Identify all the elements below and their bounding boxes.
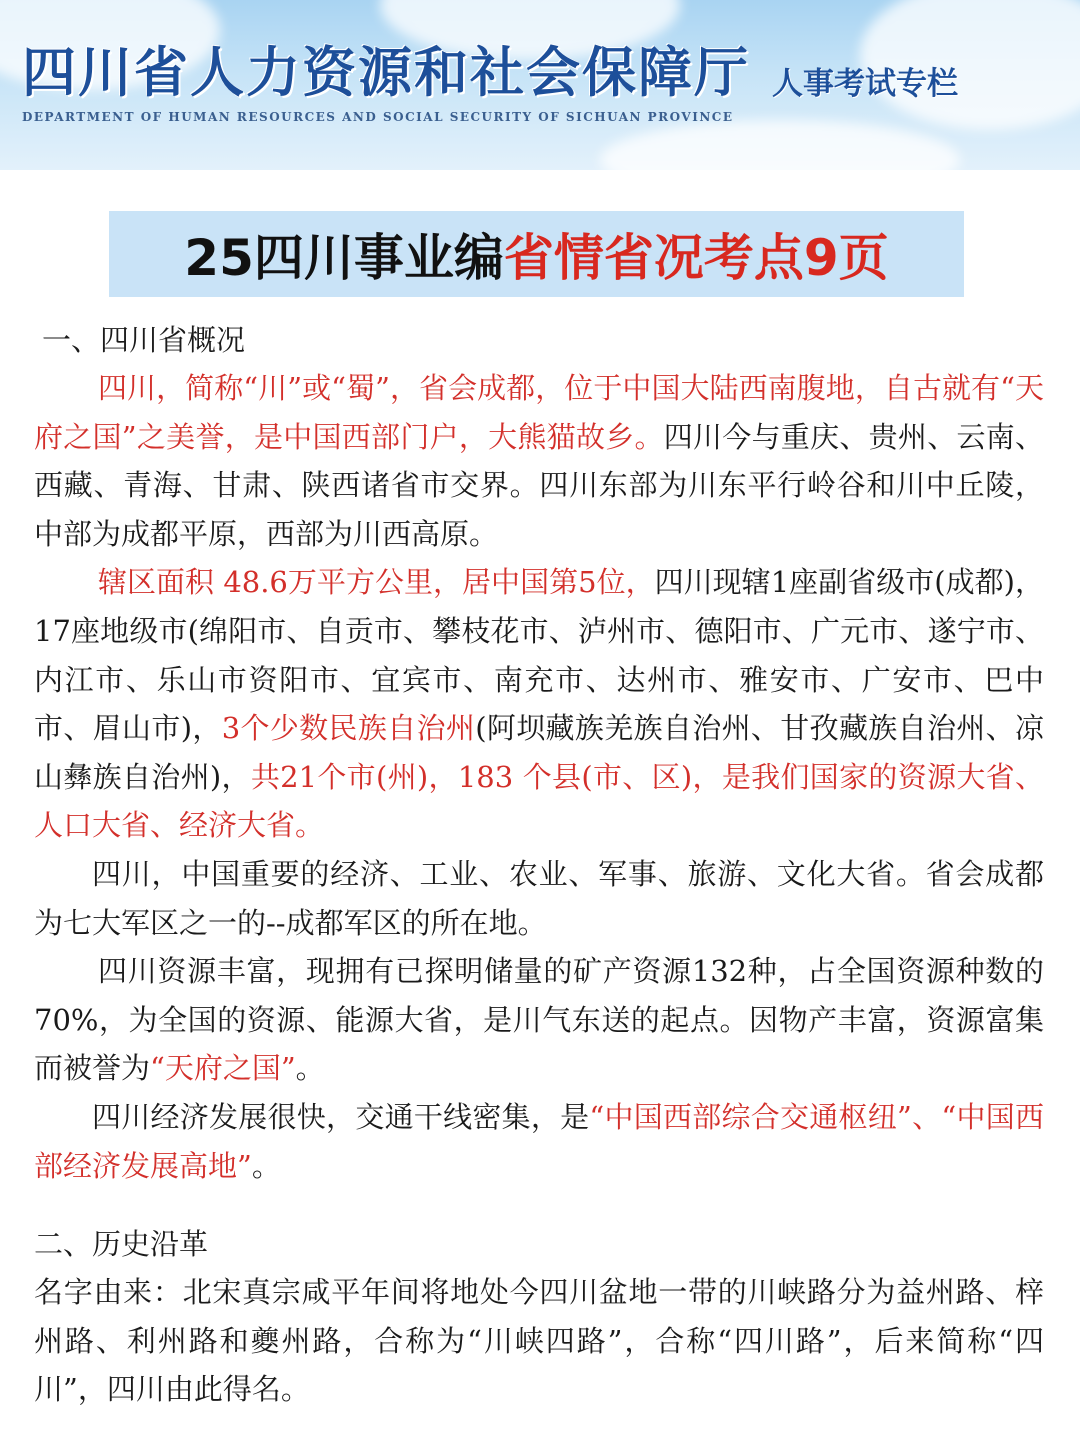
paragraph-resources-highlight: “天府之国” [150,1051,296,1086]
section-spacer [34,1190,1044,1220]
cloud-decoration [600,120,960,170]
paragraph-transport-end: 。 [251,1148,281,1183]
paragraph-resources [34,947,1044,1093]
paragraph-area-text-1: 四川现辖1座副省级市(成都)，17座地级市(绵阳市、自贡市、攀枝花市、泸州市、德阳市、广元市、遂宁市、内江市、乐山市资阳市、宜宾市、南充市、达州市、雅安市、广安市、巴中市、眉山市)， [34,565,1044,746]
paragraph-area [34,558,1044,850]
paragraph-intro-text: 四川今与重庆、贵州、云南、西藏、青海、甘肃、陕西诸省市交界。四川东部为川东平行岭谷和川中丘陵，中部为成都平原，西部为川西高原。 [34,419,1044,551]
department-subtitle: DEPARTMENT OF HUMAN RESOURCES AND SOCIAL SECURITY OF SICHUAN PROVINCE [22,110,734,124]
paragraph-area-highlight-1: 辖区面积 48.6万平方公里，居中国第5位， [98,565,655,600]
paragraph-resources-end: 。 [295,1051,325,1086]
paragraph-area-highlight-3: 共21个市(州)，183 个县(市、区)，是我们国家的资源大省、人口大省、经济大省。 [34,759,1044,843]
paragraph-intro-highlight: 四川，简称“川”或“蜀”，省会成都，位于中国大陆西南腹地，自古就有“天府之国”之美誉，是中国西部门户，大熊猫故乡。 [34,371,1044,454]
exam-column-label: 人事考试专栏 [772,66,958,102]
department-title: 四川省人力资源和社会保障厅 [22,41,750,104]
paragraph-area-text-2: (阿坝藏族羌族自治州、甘孜藏族自治州、凉山彝族自治州)， [34,711,1044,794]
article-body [34,316,1044,1414]
paragraph-transport-highlight: “中国西部综合交通枢纽”、“中国西部经济发展高地” [34,1099,1044,1183]
paragraph-economy: 四川，中国重要的经济、工业、农业、军事、旅游、文化大省。省会成都为七大军区之一的--成都军区的所在地。 [34,856,1044,940]
paragraph-transport-text: 四川经济发展很快，交通干线密集，是 [92,1099,590,1134]
paragraph-name-origin: 名字由来：北宋真宗咸平年间将地处今四川盆地一带的川峡路分为益州路、梓州路、利州路和夔州路，合称为“川峡四路”，合称“四川路”，后来简称“四川”，四川由此得名。 [34,1275,1044,1407]
section-heading-overview: 一、四川省概况 [42,323,246,357]
paragraph-transport [34,1093,1044,1190]
page-title-black: 25四川事业编 [184,229,504,287]
paragraph-resources-text: 四川资源丰富，现拥有已探明储量的矿产资源132种，占全国资源种数的70%，为全国的资源、能源大省，是川气东送的起点。因物产丰富，资源富集而被誉为 [34,954,1044,1086]
page-title [109,211,964,297]
header-banner [0,0,1080,170]
page-title-red: 省情省况考点9页 [503,229,889,287]
paragraph-area-highlight-2: 3个少数民族自治州 [221,711,476,746]
section-heading-history: 二、历史沿革 [34,1227,209,1262]
paragraph-intro [34,364,1044,558]
